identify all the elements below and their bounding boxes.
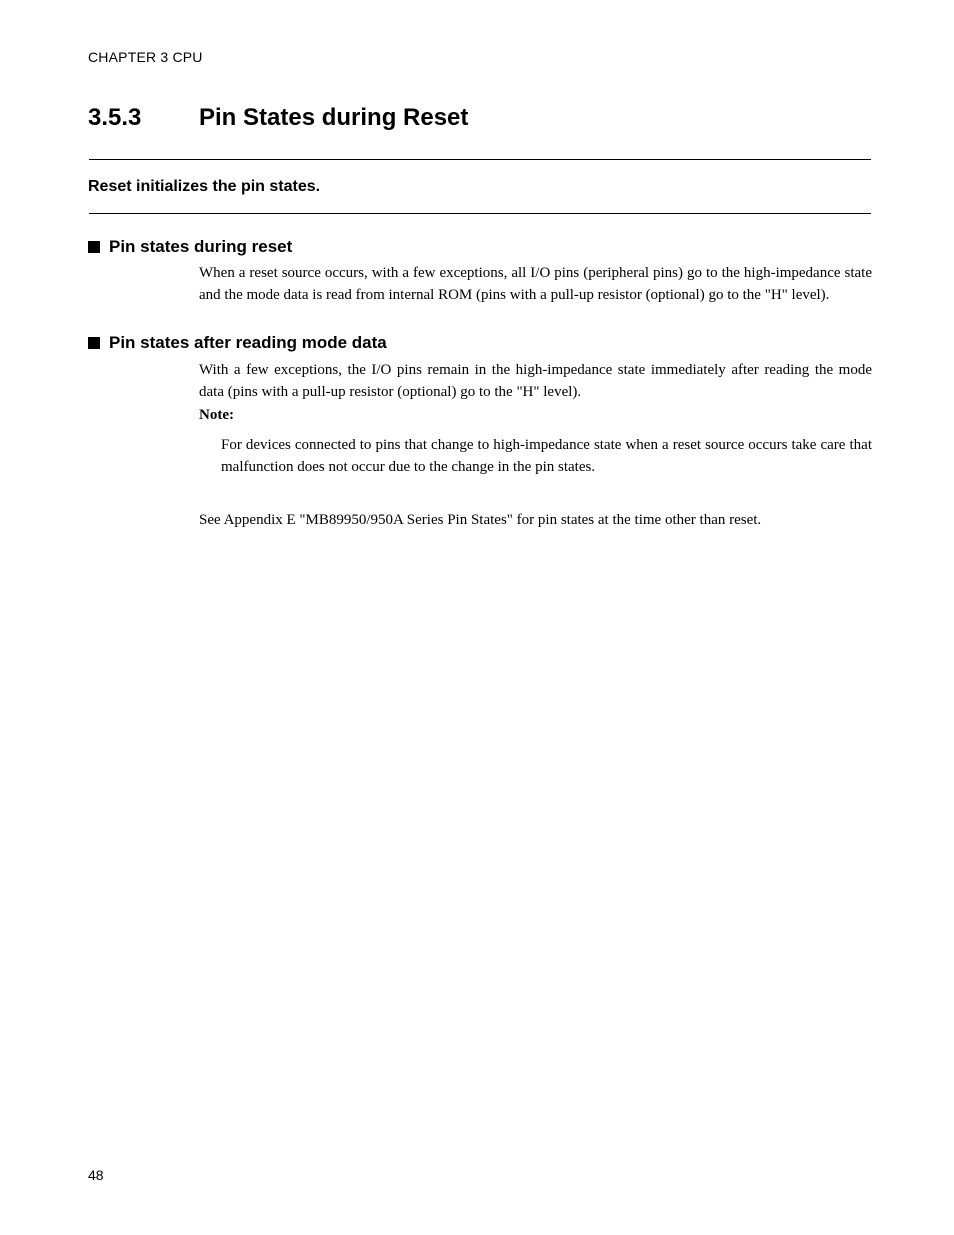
subheading-text: Pin states after reading mode data [109,333,387,352]
note-label: Note: [199,407,234,423]
paragraph-pin-states-after-mode-data: With a few exceptions, the I/O pins remain in the high-impedance state immediately after reading the mode data (pins with a pull-up resistor (optional) go to the "H" level). [199,362,872,400]
paragraph-pin-states-during-reset: When a reset source occurs, with a few exceptions, all I/O pins (peripheral pins) go to the high-impedance state and the mode data is read from internal ROM (pins with a pull-up resistor (optional) go to the "H" level). [199,265,872,303]
page-number: 48 [88,1167,104,1183]
section-number: 3.5.3 [88,104,142,131]
subheading-pin-states-during-reset [88,237,292,257]
section-heading [88,104,468,132]
divider-top [89,159,871,160]
subheading-pin-states-after-mode-data [88,333,387,353]
see-also-paragraph: See Appendix E "MB89950/950A Series Pin States" for pin states at the time other than reset. [199,512,762,528]
divider-bottom [89,213,871,214]
square-bullet-icon [88,337,100,349]
section-summary: Reset initializes the pin states. [88,178,321,195]
section-title: Pin States during Reset [199,104,469,131]
subheading-text: Pin states during reset [109,237,293,256]
running-header: CHAPTER 3 CPU [88,49,203,65]
note-text: For devices connected to pins that change to high-impedance state when a reset source occurs take care that malfunction does not occur due to the change in the pin states. [221,437,872,475]
square-bullet-icon [88,241,100,253]
